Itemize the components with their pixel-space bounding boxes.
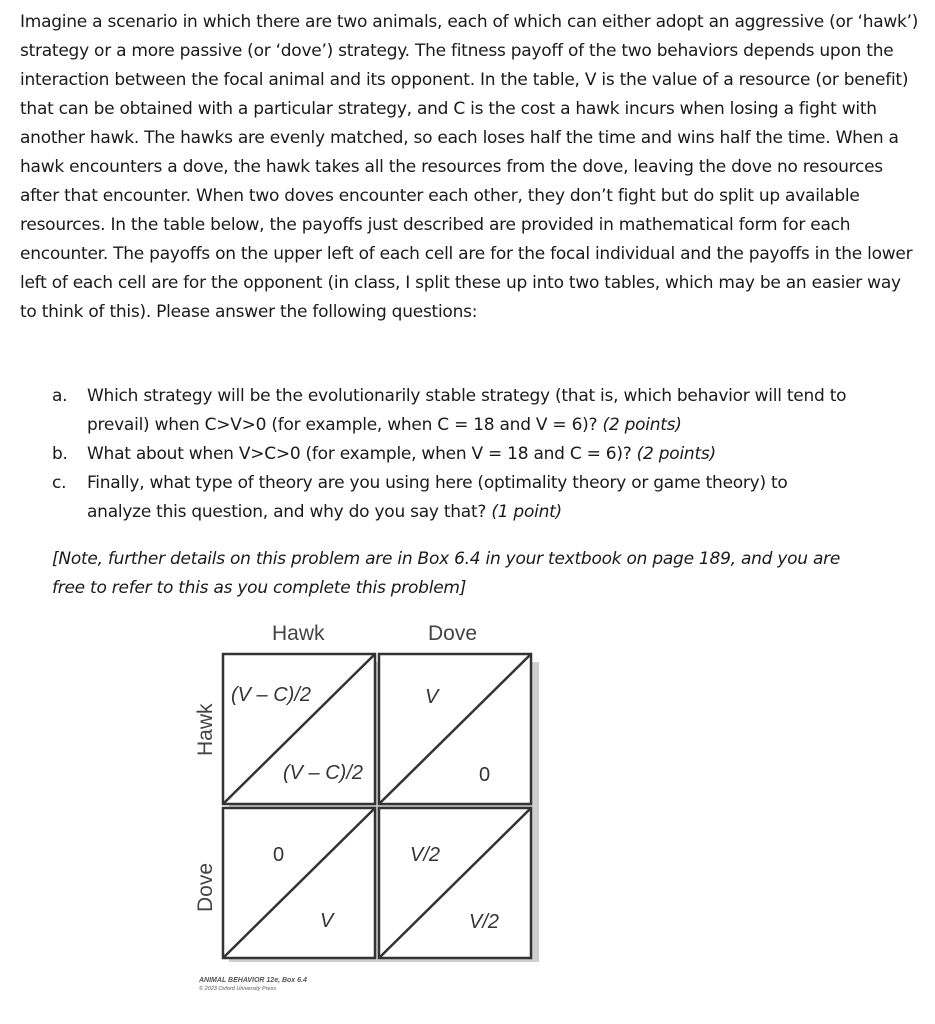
question-points: (2 points) bbox=[602, 415, 682, 435]
question-body: What about when V>C>0 (for example, when V = 18 and C = 6)? bbox=[87, 444, 637, 464]
question-letter: c. bbox=[52, 473, 67, 493]
question-points: (1 point) bbox=[491, 502, 562, 522]
row-header-dove: Dove bbox=[194, 862, 217, 912]
question-text bbox=[87, 440, 847, 469]
question-body: Finally, what type of theory are you using here (optimality theory or game theory) to analyze this question, and why do you say that? bbox=[87, 473, 788, 522]
question-letter: b. bbox=[52, 444, 68, 464]
payoff-dove-hawk-opponent: V bbox=[320, 910, 334, 932]
payoff-hawk-dove-opponent: 0 bbox=[479, 764, 491, 786]
payoff-hawk-dove-focal: V bbox=[425, 686, 439, 708]
row-header-hawk: Hawk bbox=[194, 703, 217, 756]
question-letter: a. bbox=[52, 386, 68, 406]
col-header-hawk: Hawk bbox=[272, 622, 325, 645]
payoff-matrix bbox=[215, 648, 545, 972]
payoff-dove-dove-opponent: V/2 bbox=[469, 911, 500, 933]
payoff-hawk-hawk-opponent: (V – C)/2 bbox=[283, 762, 364, 784]
col-header-dove: Dove bbox=[428, 622, 478, 645]
payoff-dove-hawk-focal: 0 bbox=[273, 844, 285, 866]
payoff-hawk-hawk-focal: (V – C)/2 bbox=[231, 684, 312, 706]
question-text bbox=[87, 469, 847, 527]
question-body: Which strategy will be the evolutionarily stable strategy (that is, which behavior will tend to prevail) when C>V>0 (for example, when C = 18 and V = 6)? bbox=[87, 386, 847, 435]
question-text bbox=[87, 382, 847, 440]
intro-paragraph: Imagine a scenario in which there are two animals, each of which can either adopt an aggressive (or ‘hawk’) strategy or a more passive (or ‘dove’) strategy. The fitness payoff of the two behaviors depends upon the interaction between the focal animal and its opponent. In the table, V is the value of a resource (or benefit) that can be obtained with a particular strategy, and C is the cost a hawk incurs when losing a fight with another hawk. The hawks are evenly matched, so each loses half the time and wins half the time. When a hawk encounters a dove, the hawk takes all the resources from the dove, leaving the dove no resources after that encounter. When two doves encounter each other, they don’t fight but do split up available resources. In the table below, the payoffs just described are provided in mathematical form for each encounter. The payoffs on the upper left of each cell are for the focal individual and the payoffs in the lower left of each cell are for the opponent (in class, I split these up into two tables, which may be an easier way to think of this). Please answer the following questions: bbox=[20, 12, 919, 322]
note-paragraph: [Note, further details on this problem are in Box 6.4 in your textbook on page 189, and you are free to refer to this as you complete this problem] bbox=[52, 549, 841, 598]
payoff-dove-dove-focal: V/2 bbox=[410, 844, 441, 866]
question-points: (2 points) bbox=[636, 444, 716, 464]
figure-copyright: © 2023 Oxford University Press bbox=[199, 986, 277, 992]
figure-credit: ANIMAL BEHAVIOR 12e, Box 6.4 bbox=[199, 977, 307, 984]
